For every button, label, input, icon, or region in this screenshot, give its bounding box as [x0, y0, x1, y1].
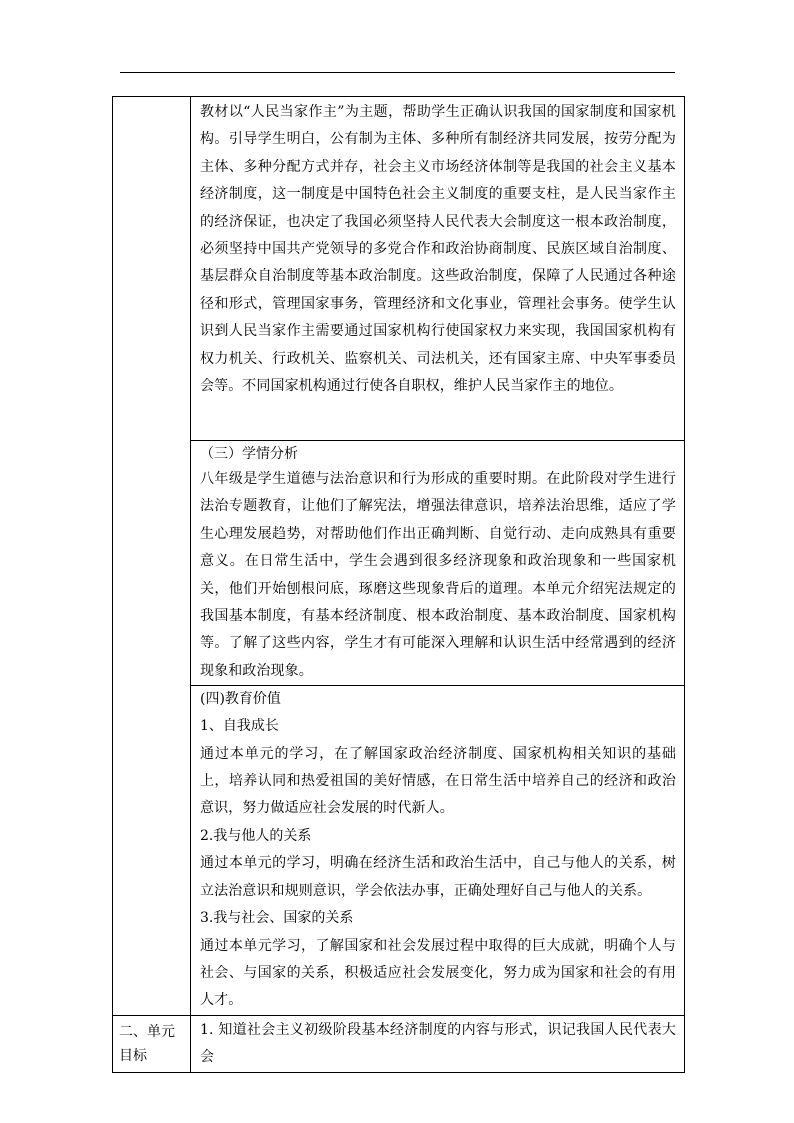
left-cell-empty [113, 97, 191, 1016]
goals-paragraph: 1. 知道社会主义初级阶段基本经济制度的内容与形式，识记我国人民代表大会 [200, 1021, 676, 1066]
overview-cell [191, 97, 685, 441]
header-rule [120, 72, 675, 73]
value-item-title: 2.我与他人的关系 [200, 827, 312, 844]
table-row-learning [113, 441, 685, 686]
table-row-goals [113, 1015, 685, 1072]
learning-heading: （三）学情分析 [200, 446, 298, 462]
value-item-text: 通过本单元的学习，在了解国家政治经济制度、国家机构相关知识的基础上，培养认同和热爱祖国的美好情感，在日常生活中培养自己的经济和政治意识，努力做适应社会发展的时代新人。 [200, 745, 676, 817]
value-cell [191, 686, 685, 1015]
table-row-value [113, 686, 685, 1015]
table-row-overview [113, 97, 685, 441]
goals-cell [191, 1015, 685, 1072]
value-heading: (四)教育价值 [200, 691, 281, 708]
value-item-title: 3.我与社会、国家的关系 [200, 910, 354, 927]
value-item-text: 通过本单元的学习，明确在经济生活和政治生活中，自己与他人的关系，树立法治意识和规则意识，学会依法办事，正确处理好自己与他人的关系。 [200, 855, 676, 899]
overview-paragraph: 教材以“人民当家作主”为主题，帮助学生正确认识我国的国家制度和国家机构。引导学生明白，公有制为主体、多种所有制经济共同发展，按劳分配为主体、多种分配方式并存，社会主义市场经济体制等是我国的社会主义基本经济制度，这一制度是中国特色社会主义制度的重要支柱，是人民当家作主的经济保证，也决定了我国必须坚持人民代表大会制度这一根本政治制度， 必须坚持中国共产党领导的多党合作和政治协商制度、民族区域自治制度、基层群众自治制度等基本政治制度。这些政治制度，保障了人民通过各种途径和形式，管理国家事务，管理经济和文化事业，管理社会事务。使学生认识到人民当家作主需要通过国家机构行使国家权力来实现，我国国家机构有权力机关、行政机关、监察机关、司法机关，还有国家主席、中央军事委员会等。不同国家机构通过行使各自职权，维护人民当家作主的地位。 [200, 104, 676, 395]
value-item-text: 通过本单元学习，了解国家和社会发展过程中取得的巨大成就，明确个人与社会、与国家的关系，积极适应社会发展变化，努力成为国家和社会的有用人才。 [200, 937, 676, 1009]
goals-label: 二、单元目标 [119, 1023, 175, 1064]
lesson-plan-table [112, 96, 685, 1073]
value-item-title: 1、自我成长 [200, 718, 279, 735]
learning-paragraph: 八年级是学生道德与法治意识和行为形成的重要时期。在此阶段对学生进行法治专题教育，让他们了解宪法，增强法律意识，培养法治思维，适应了学生心理发展趋势，对帮助他们作出正确判断、自觉行动、走向成熟具有重要意义。在日常生活中，学生会遇到很多经济现象和政治现象和一些国家机关，他们开始刨根问底，琢磨这些现象背后的道理。本单元介绍宪法规定的我国基本制度，有基本经济制度、根本政治制度、基本政治制度、国家机构等。了解了这些内容，学生才有可能深入理解和认识生活中经常遇到的经济现象和政治现象。 [200, 471, 676, 679]
learning-cell [191, 441, 685, 686]
goals-label-cell [113, 1015, 191, 1072]
